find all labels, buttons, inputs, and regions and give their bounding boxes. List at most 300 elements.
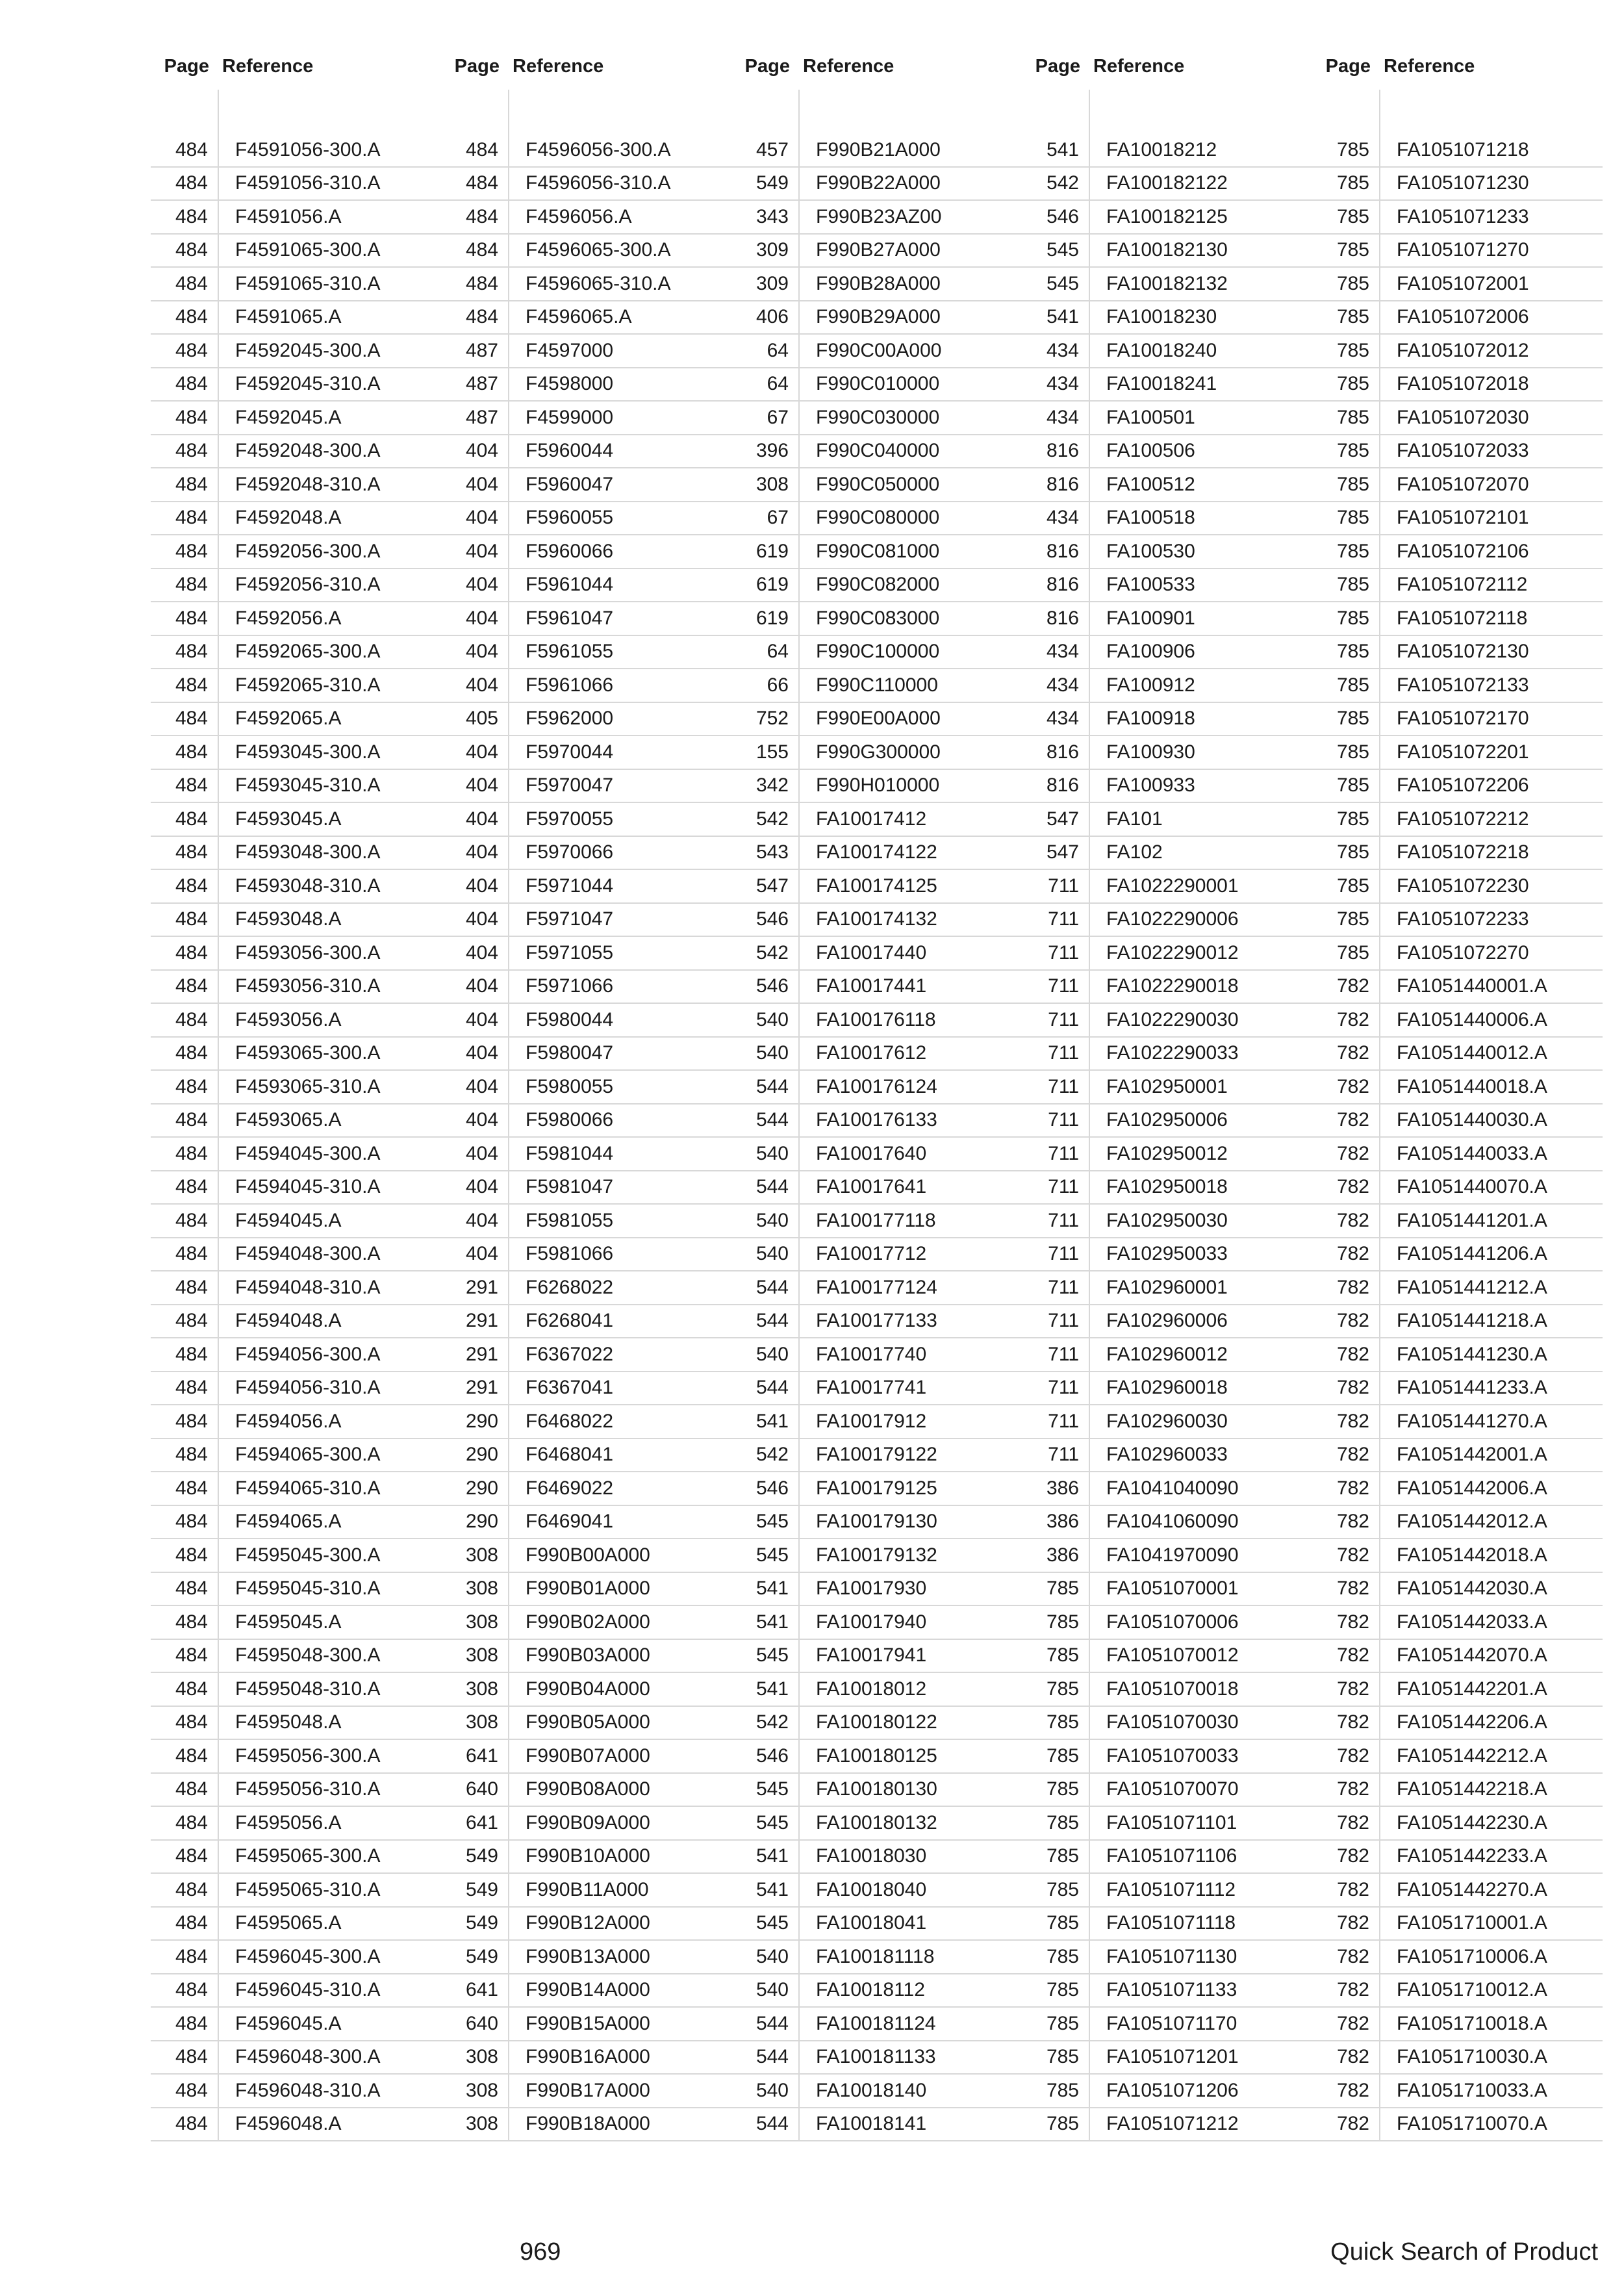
page-cell: 711 <box>1048 1075 1079 1097</box>
table-row <box>1022 937 1312 971</box>
table-row <box>151 201 441 235</box>
page-header: Page <box>164 55 209 77</box>
page-cell: 309 <box>755 272 789 294</box>
page-cell: 785 <box>1336 574 1369 596</box>
page-cell: 785 <box>1046 1878 1079 1900</box>
page-cell: 785 <box>1336 406 1369 428</box>
reference-cell: F990C110000 <box>816 674 938 696</box>
table-row <box>441 2041 731 2075</box>
page-cell: 67 <box>767 406 789 428</box>
table-row <box>1312 870 1603 904</box>
table-row <box>1312 435 1603 469</box>
table-row <box>1312 468 1603 502</box>
reference-cell: FA1051442006.A <box>1397 1477 1547 1499</box>
page-cell: 66 <box>767 674 789 696</box>
column-divider <box>798 90 800 2141</box>
page-cell: 484 <box>175 1042 208 1064</box>
page-cell: 782 <box>1336 1310 1369 1332</box>
page-cell: 291 <box>465 1310 498 1332</box>
table-row <box>1312 602 1603 636</box>
page-cell: 404 <box>465 1075 498 1097</box>
page-cell: 406 <box>755 306 789 328</box>
page-cell: 785 <box>1336 674 1369 696</box>
reference-cell: F990G300000 <box>816 741 941 763</box>
page-cell: 782 <box>1336 1544 1369 1566</box>
reference-cell: FA1051710018.A <box>1397 2012 1547 2034</box>
page-cell: 434 <box>1046 373 1079 395</box>
reference-cell: FA1051442270.A <box>1397 1878 1547 1900</box>
page-cell: 711 <box>1048 1276 1079 1298</box>
reference-cell: FA10018030 <box>816 1845 927 1867</box>
page-cell: 711 <box>1048 908 1079 930</box>
table-row <box>1312 1004 1603 1038</box>
page-cell: 785 <box>1336 339 1369 361</box>
table-row <box>151 335 441 368</box>
reference-cell: F4593048-300.A <box>235 841 381 863</box>
table-row <box>1312 1874 1603 1908</box>
page-cell: 782 <box>1336 1711 1369 1733</box>
table-row <box>1312 1372 1603 1406</box>
reference-cell: F990B16A000 <box>526 2046 650 2068</box>
reference-cell: F990B03A000 <box>526 1644 650 1667</box>
page-cell: 484 <box>175 2113 208 2135</box>
reference-cell: F5980055 <box>526 1075 614 1097</box>
reference-cell: F990B12A000 <box>526 1912 650 1934</box>
table-row <box>151 636 441 670</box>
page-cell: 782 <box>1336 1377 1369 1399</box>
reference-cell: FA1051070006 <box>1106 1611 1239 1633</box>
page-cell: 544 <box>755 1377 789 1399</box>
page-cell: 785 <box>1336 908 1369 930</box>
page-cell: 484 <box>175 1744 208 1767</box>
page-cell: 64 <box>767 373 789 395</box>
page-cell: 544 <box>755 1075 789 1097</box>
page-cell: 484 <box>175 1544 208 1566</box>
page-cell: 484 <box>175 1611 208 1633</box>
page-cell: 785 <box>1336 172 1369 194</box>
reference-cell: FA1051070018 <box>1106 1678 1239 1700</box>
page-cell: 484 <box>175 875 208 897</box>
table-row <box>441 1372 731 1406</box>
page-cell: 785 <box>1046 1945 1079 1967</box>
reference-cell: F5970055 <box>526 808 614 830</box>
page-cell: 547 <box>1046 808 1079 830</box>
table-row <box>151 971 441 1004</box>
reference-cell: F4593056.A <box>235 1008 342 1030</box>
reference-cell: F5960055 <box>526 507 614 529</box>
page-cell: 711 <box>1048 1444 1079 1466</box>
page-cell: 386 <box>1046 1511 1079 1533</box>
reference-cell: F990B05A000 <box>526 1711 650 1733</box>
reference-cell: F5971044 <box>526 875 614 897</box>
table-row <box>1312 703 1603 737</box>
table-row <box>731 971 1022 1004</box>
table-row <box>731 1238 1022 1272</box>
table-row <box>731 1740 1022 1774</box>
reference-cell: F5980047 <box>526 1042 614 1064</box>
page-cell: 484 <box>175 1142 208 1164</box>
page-cell: 785 <box>1046 1578 1079 1600</box>
page-cell: 404 <box>465 473 498 495</box>
table-row <box>1022 335 1312 368</box>
reference-cell: FA100180130 <box>816 1778 937 1800</box>
reference-cell: FA1051072030 <box>1397 406 1529 428</box>
reference-cell: FA100176118 <box>816 1008 936 1030</box>
page-cell: 711 <box>1048 875 1079 897</box>
table-row <box>151 602 441 636</box>
page-cell: 782 <box>1336 2113 1369 2135</box>
page-cell: 543 <box>755 841 789 863</box>
page-cell: 484 <box>175 1176 208 1198</box>
page-cell: 711 <box>1048 1142 1079 1164</box>
reference-cell: FA1051710001.A <box>1397 1912 1547 1934</box>
table-row <box>1022 803 1312 837</box>
reference-cell: F4595045.A <box>235 1611 342 1633</box>
page-cell: 785 <box>1046 2046 1079 2068</box>
page-cell: 782 <box>1336 1243 1369 1265</box>
page-cell: 540 <box>755 1142 789 1164</box>
reference-cell: FA1051710033.A <box>1397 2079 1547 2101</box>
reference-cell: FA1022290001 <box>1106 875 1239 897</box>
reference-cell: FA10017940 <box>816 1611 927 1633</box>
table-row <box>1022 435 1312 469</box>
page-cell: 404 <box>465 1142 498 1164</box>
table-row <box>441 2108 731 2142</box>
table-row <box>1022 870 1312 904</box>
reference-cell: F5970044 <box>526 741 614 763</box>
page-cell: 785 <box>1336 373 1369 395</box>
table-row <box>1022 636 1312 670</box>
reference-cell: FA1022290033 <box>1106 1042 1239 1064</box>
page-cell: 404 <box>465 674 498 696</box>
table-row <box>1312 1941 1603 1974</box>
table-row <box>1022 1138 1312 1171</box>
page-cell: 484 <box>175 841 208 863</box>
reference-cell: FA102960033 <box>1106 1444 1228 1466</box>
page-cell: 545 <box>1046 239 1079 261</box>
page-cell: 484 <box>465 205 498 227</box>
table-row <box>151 502 441 536</box>
table-row <box>151 1472 441 1506</box>
table-row <box>731 1974 1022 2008</box>
reference-cell: FA1051070030 <box>1106 1711 1239 1733</box>
table-row <box>731 736 1022 770</box>
page-cell: 782 <box>1336 1276 1369 1298</box>
page-cell: 711 <box>1048 1410 1079 1432</box>
table-row <box>1312 1338 1603 1372</box>
page-cell: 487 <box>465 406 498 428</box>
page-cell: 308 <box>465 2046 498 2068</box>
table-row <box>151 770 441 804</box>
table-row <box>441 1038 731 1071</box>
page-cell: 782 <box>1336 1109 1369 1131</box>
reference-cell: F990B00A000 <box>526 1544 650 1566</box>
page-cell: 785 <box>1336 708 1369 730</box>
page-cell: 545 <box>755 1912 789 1934</box>
reference-cell: F5961066 <box>526 674 614 696</box>
table-row <box>1312 402 1603 435</box>
reference-cell: FA102950030 <box>1106 1209 1228 1231</box>
reference-cell: F990B01A000 <box>526 1578 650 1600</box>
page-cell: 711 <box>1048 1042 1079 1064</box>
table-row <box>441 1573 731 1607</box>
reference-cell: FA10017641 <box>816 1176 927 1198</box>
page-cell: 484 <box>175 1945 208 1967</box>
table-row <box>151 268 441 301</box>
table-row <box>1022 402 1312 435</box>
table-row <box>151 736 441 770</box>
reference-cell: FA1051441212.A <box>1397 1276 1547 1298</box>
table-row <box>441 736 731 770</box>
reference-cell: FA1051072001 <box>1397 272 1529 294</box>
reference-cell: F4594065-310.A <box>235 1477 381 1499</box>
table-row <box>151 904 441 938</box>
reference-cell: F4592048-310.A <box>235 473 381 495</box>
table-row <box>1312 1138 1603 1171</box>
table-row <box>731 1506 1022 1540</box>
page-cell: 544 <box>755 1310 789 1332</box>
table-row <box>1022 669 1312 703</box>
table-row <box>151 1105 441 1138</box>
reference-cell: F5971066 <box>526 975 614 997</box>
page-cell: 641 <box>465 1744 498 1767</box>
reference-cell: F5980066 <box>526 1109 614 1131</box>
page-header: Page <box>1325 55 1371 77</box>
page-cell: 619 <box>755 540 789 562</box>
reference-cell: F4592065-310.A <box>235 674 381 696</box>
reference-cell: F990B11A000 <box>526 1878 649 1900</box>
table-row <box>441 368 731 402</box>
table-row <box>731 1171 1022 1205</box>
table-row <box>731 535 1022 569</box>
reference-cell: FA1051442218.A <box>1397 1778 1547 1800</box>
column-divider <box>1089 90 1090 2141</box>
reference-cell: FA1051710030.A <box>1397 2046 1547 2068</box>
reference-cell: FA1051072206 <box>1397 774 1529 797</box>
page-cell: 816 <box>1046 774 1079 797</box>
reference-cell: F4598000 <box>526 373 614 395</box>
reference-header: Reference <box>1093 55 1185 77</box>
page-cell: 484 <box>175 2012 208 2034</box>
page-cell: 404 <box>465 875 498 897</box>
page-cell: 541 <box>755 1845 789 1867</box>
page-cell: 404 <box>465 641 498 663</box>
table-row <box>1022 2075 1312 2108</box>
table-row <box>731 937 1022 971</box>
page-cell: 641 <box>465 1811 498 1833</box>
page-cell: 484 <box>175 1008 208 1030</box>
page-cell: 544 <box>755 1176 789 1198</box>
page-cell: 785 <box>1046 1778 1079 1800</box>
reference-cell: F4592045-310.A <box>235 373 381 395</box>
table-row <box>731 1573 1022 1607</box>
column-header <box>151 43 441 90</box>
page-cell: 67 <box>767 507 789 529</box>
page-cell: 785 <box>1046 1678 1079 1700</box>
reference-cell: FA10018141 <box>816 2113 927 2135</box>
reference-cell: F5960047 <box>526 473 614 495</box>
reference-cell: FA102 <box>1106 841 1163 863</box>
reference-cell: FA102960012 <box>1106 1343 1228 1365</box>
table-row <box>151 1874 441 1908</box>
reference-cell: FA10018140 <box>816 2079 927 2101</box>
reference-cell: FA1051441206.A <box>1397 1243 1547 1265</box>
table-row <box>1022 1405 1312 1439</box>
table-row <box>1312 2008 1603 2041</box>
reference-cell: FA100918 <box>1106 708 1195 730</box>
page-cell: 782 <box>1336 975 1369 997</box>
page-cell: 484 <box>175 1912 208 1934</box>
page-cell: 484 <box>175 607 208 629</box>
table-row <box>731 368 1022 402</box>
page-cell: 342 <box>755 774 789 797</box>
page-cell: 484 <box>465 306 498 328</box>
table-row <box>1312 1038 1603 1071</box>
reference-cell: F4596045-310.A <box>235 1979 381 2001</box>
reference-cell: FA1051072106 <box>1397 540 1529 562</box>
reference-cell: F4596045.A <box>235 2012 342 2034</box>
table-row <box>1312 1171 1603 1205</box>
table-row <box>441 301 731 335</box>
table-row <box>731 235 1022 268</box>
table-row <box>1022 1038 1312 1071</box>
reference-cell: FA1051440018.A <box>1397 1075 1547 1097</box>
page-cell: 545 <box>755 1811 789 1833</box>
table-row <box>731 1405 1022 1439</box>
reference-cell: FA100182132 <box>1106 272 1228 294</box>
table-row <box>151 1439 441 1473</box>
table-row <box>731 201 1022 235</box>
reference-cell: FA1051071218 <box>1397 138 1529 160</box>
page-cell: 785 <box>1336 540 1369 562</box>
table-row <box>1312 168 1603 201</box>
page-cell: 782 <box>1336 1811 1369 1833</box>
table-row <box>151 870 441 904</box>
reference-cell: F990B27A000 <box>816 239 941 261</box>
reference-cell: F6268041 <box>526 1310 614 1332</box>
reference-cell: F5960066 <box>526 540 614 562</box>
page-cell: 785 <box>1336 205 1369 227</box>
page-cell: 782 <box>1336 1945 1369 1967</box>
table-row <box>441 2008 731 2041</box>
page-header: Page <box>1035 55 1080 77</box>
page-cell: 782 <box>1336 1410 1369 1432</box>
page-cell: 484 <box>175 1979 208 2001</box>
page-cell: 484 <box>175 1276 208 1298</box>
page-cell: 484 <box>175 908 208 930</box>
table-row <box>151 1673 441 1707</box>
table-row <box>151 402 441 435</box>
reference-cell: FA1051442018.A <box>1397 1544 1547 1566</box>
table-row <box>441 1472 731 1506</box>
table-row <box>731 1372 1022 1406</box>
table-row <box>441 1071 731 1105</box>
reference-cell: FA1051442201.A <box>1397 1678 1547 1700</box>
reference-cell: F4594045-310.A <box>235 1176 381 1198</box>
reference-cell: F990C050000 <box>816 473 940 495</box>
reference-cell: F4592056-300.A <box>235 540 381 562</box>
table-row <box>1022 1271 1312 1305</box>
reference-cell: FA1051442206.A <box>1397 1711 1547 1733</box>
table-row <box>731 803 1022 837</box>
table-row <box>1312 1807 1603 1841</box>
table-row <box>441 1707 731 1741</box>
table-row <box>151 1807 441 1841</box>
reference-cell: FA1022290012 <box>1106 941 1239 964</box>
page-cell: 540 <box>755 1209 789 1231</box>
page-cell: 785 <box>1336 440 1369 462</box>
reference-cell: FA1051441270.A <box>1397 1410 1547 1432</box>
page-cell: 785 <box>1336 607 1369 629</box>
table-row <box>151 1004 441 1038</box>
table-row <box>441 1874 731 1908</box>
table-row <box>1022 1908 1312 1941</box>
page-cell: 619 <box>755 607 789 629</box>
page-cell: 547 <box>1046 841 1079 863</box>
table-row <box>1022 971 1312 1004</box>
page-cell: 545 <box>755 1778 789 1800</box>
reference-cell: FA100933 <box>1106 774 1195 797</box>
column-divider <box>508 90 509 2141</box>
page-cell: 546 <box>1046 205 1079 227</box>
table-row <box>1022 569 1312 603</box>
table-row <box>441 1941 731 1974</box>
table-row <box>1022 770 1312 804</box>
page-cell: 785 <box>1336 875 1369 897</box>
reference-cell: F4593045-310.A <box>235 774 381 797</box>
reference-cell: FA102950012 <box>1106 1142 1228 1164</box>
reference-cell: F990B07A000 <box>526 1744 650 1767</box>
reference-cell: FA1051070001 <box>1106 1578 1239 1600</box>
page-cell: 782 <box>1336 1644 1369 1667</box>
table-row <box>151 1138 441 1171</box>
reference-cell: F990B15A000 <box>526 2012 650 2034</box>
page-cell: 541 <box>755 1410 789 1432</box>
page-cell: 484 <box>175 1310 208 1332</box>
page-cell: 544 <box>755 2012 789 2034</box>
page-cell: 484 <box>175 1711 208 1733</box>
reference-cell: FA102960001 <box>1106 1276 1228 1298</box>
reference-cell: FA100506 <box>1106 440 1195 462</box>
reference-cell: F4595048-300.A <box>235 1644 381 1667</box>
table-row <box>731 2075 1022 2108</box>
table-row <box>1312 770 1603 804</box>
table-row <box>1312 1841 1603 1874</box>
reference-cell: FA1051071212 <box>1106 2113 1239 2135</box>
page-cell: 544 <box>755 2046 789 2068</box>
table-row <box>441 971 731 1004</box>
reference-cell: FA10018241 <box>1106 373 1217 395</box>
table-row <box>441 803 731 837</box>
page-cell: 484 <box>175 1109 208 1131</box>
table-row <box>1022 1606 1312 1640</box>
reference-cell: F4592056.A <box>235 607 342 629</box>
reference-cell: FA100181118 <box>816 1945 935 1967</box>
page-cell: 308 <box>465 1611 498 1633</box>
reference-cell: FA10018230 <box>1106 306 1217 328</box>
reference-cell: FA1051072006 <box>1397 306 1529 328</box>
page-cell: 484 <box>175 2046 208 2068</box>
page-cell: 484 <box>175 1477 208 1499</box>
page-cell: 816 <box>1046 607 1079 629</box>
table-row <box>151 2041 441 2075</box>
table-row <box>731 1271 1022 1305</box>
table-row <box>1022 1707 1312 1741</box>
page-cell: 540 <box>755 1008 789 1030</box>
table-row <box>1022 602 1312 636</box>
page-cell: 541 <box>755 1578 789 1600</box>
page-cell: 785 <box>1046 1611 1079 1633</box>
